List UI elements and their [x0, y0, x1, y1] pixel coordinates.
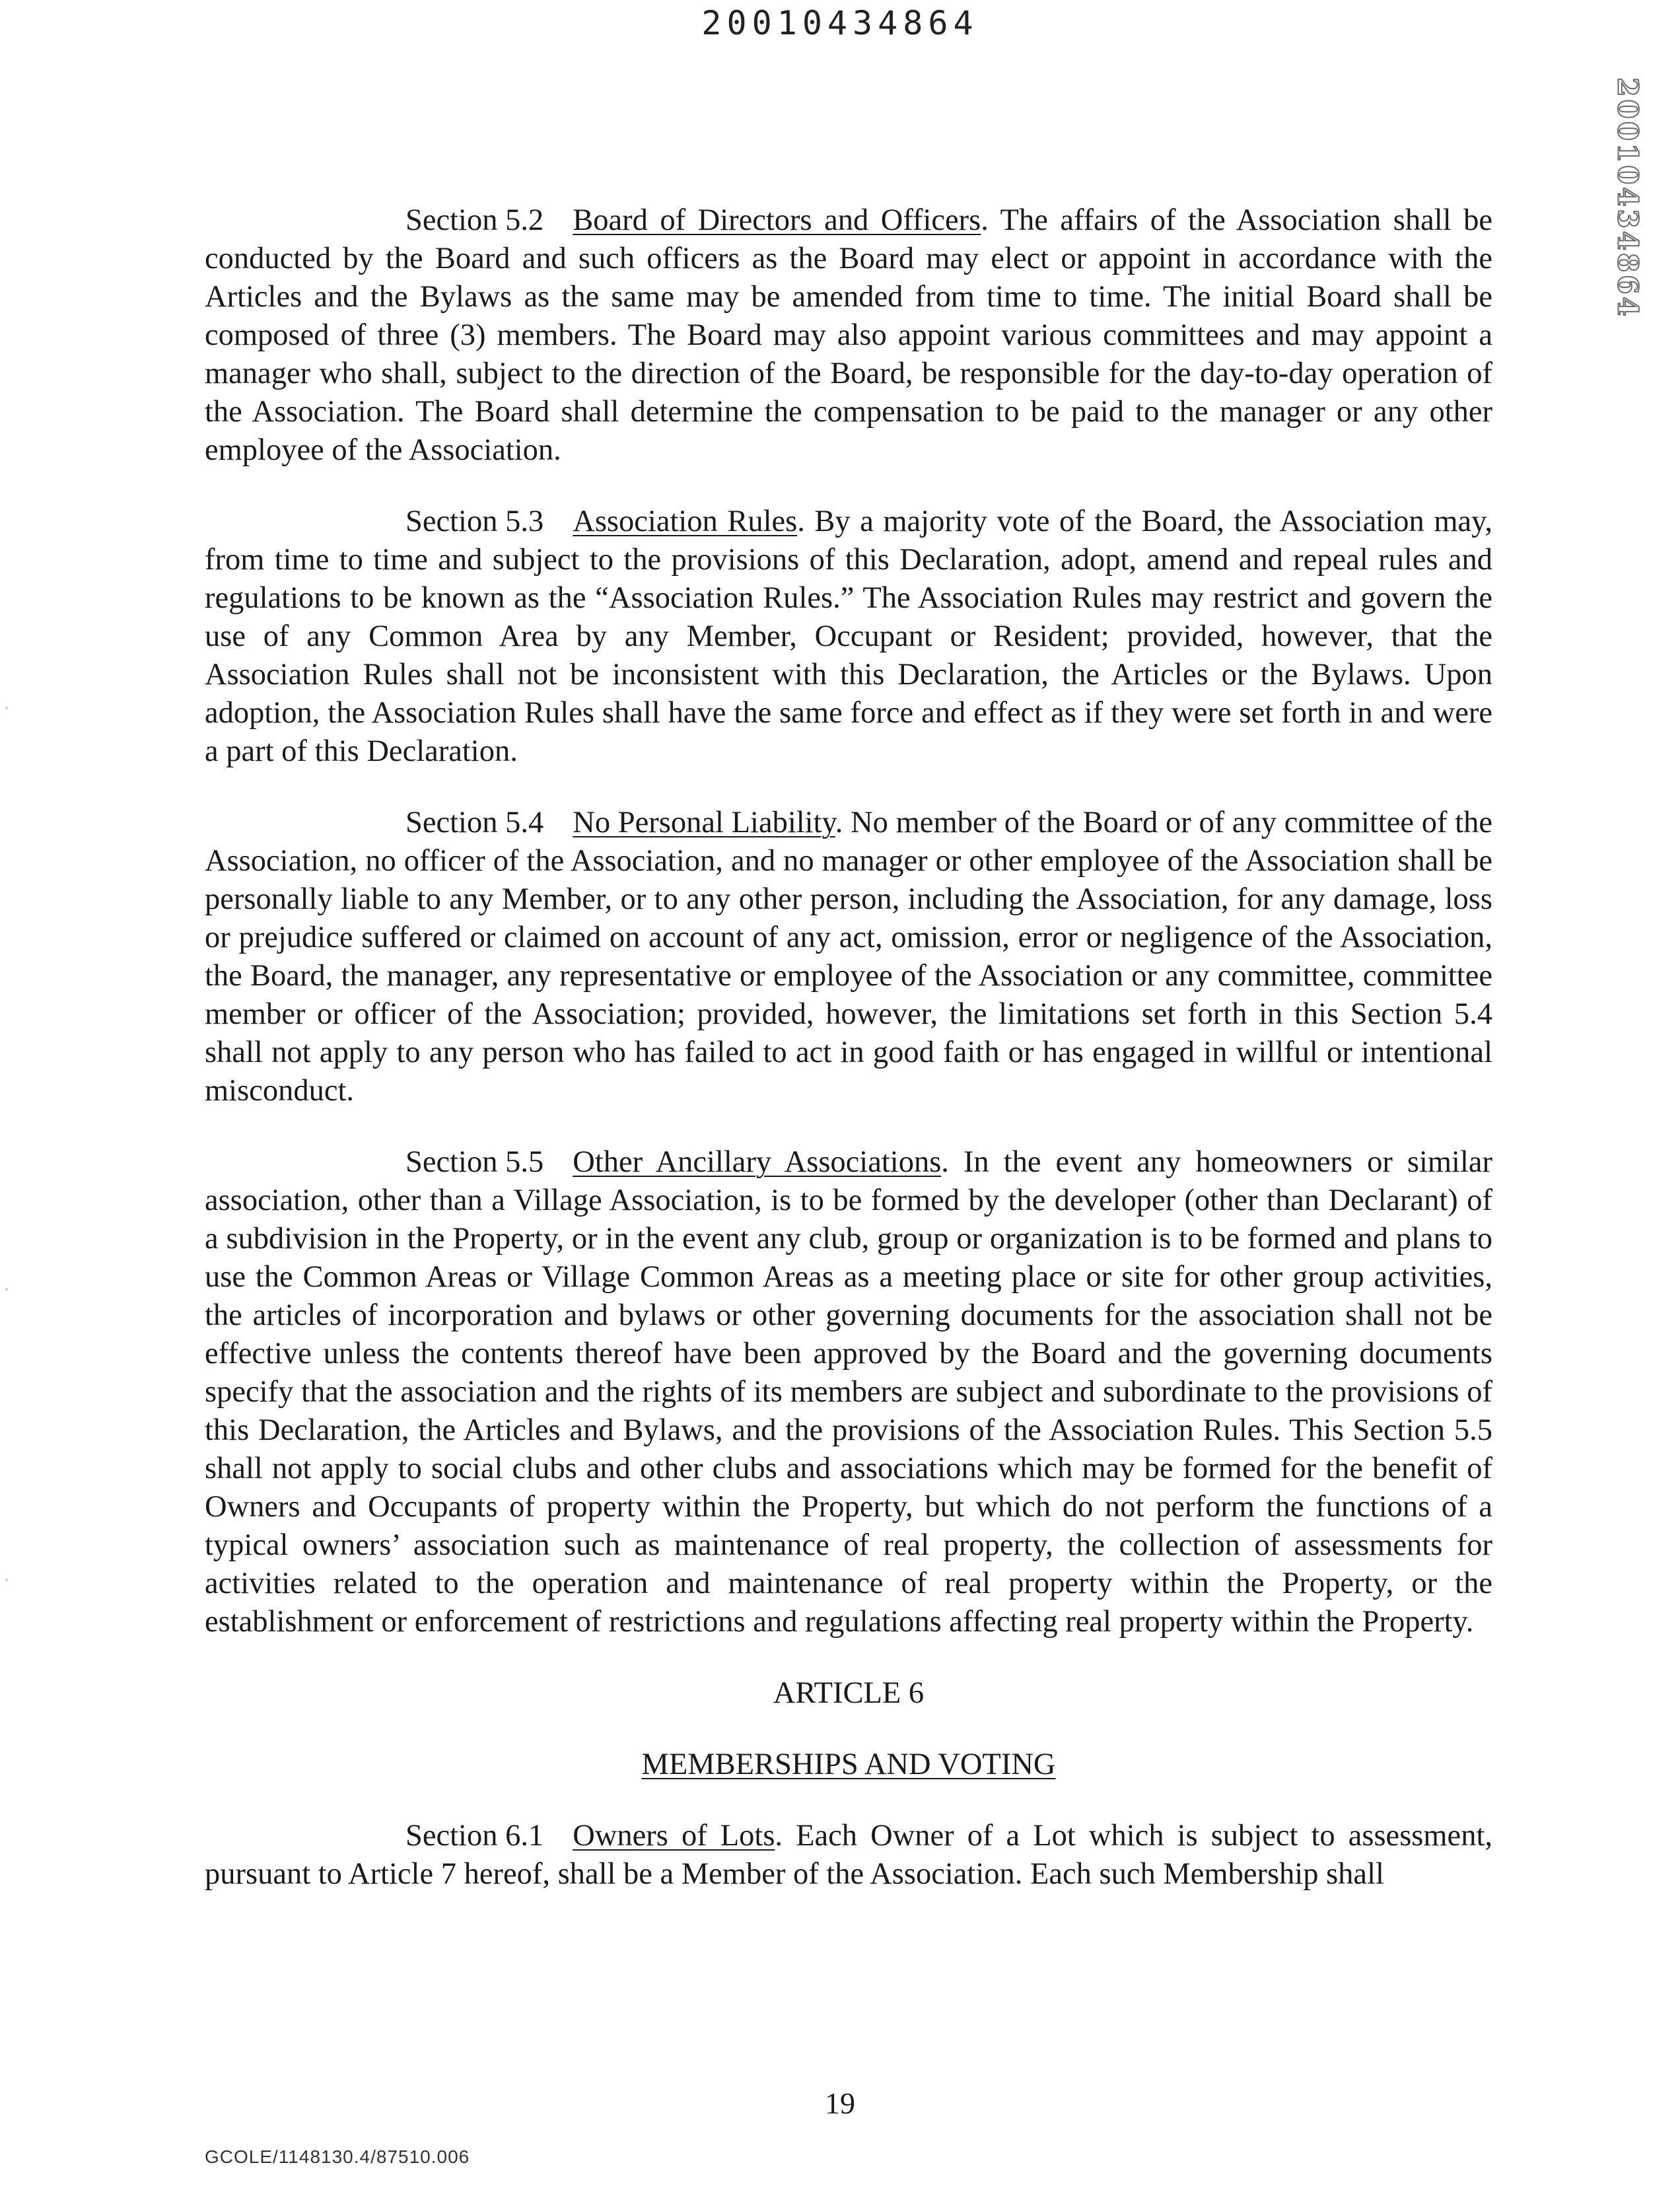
section-6-1 [205, 1817, 1492, 1894]
section-body: . Each Owner of a Lot which is subject to assessment, pursuant to Article 7 hereof, shall be a Member of the Association. Each such Membership shall [205, 1819, 1492, 1891]
section-5-3 [205, 503, 1492, 771]
section-body: . In the event any homeowners or similar association, other than a Village Association, is to be formed by the developer (other than Declarant) of a subdivision in the Property, or in the event any club, group or organization is to be formed and plans to use the Common Areas or Village Common Areas as a meeting place or site for other group activities, the articles of incorporation and bylaws or other governing documents for the association shall not be effective unless the contents thereof have been approved by the Board and the governing documents specify that the association and the rights of its members are subject and subordinate to the provisions of this Declaration, the Articles and Bylaws, and the provisions of the Association Rules. This Section 5.5 shall not apply to social clubs and other clubs and associations which may be formed for the benefit of Owners and Occupants of property within the Property, but which do not perform the functions of a typical owners’ association such as maintenance of real property, the collection of assessments for activities related to the operation and maintenance of real property within the Property, or the establishment or enforcement of restrictions and regulations affecting real property within the Property. [205, 1145, 1492, 1639]
section-5-2 [205, 201, 1492, 470]
section-number: Section 5.5 [405, 1145, 544, 1179]
section-number: Section 6.1 [405, 1819, 544, 1853]
side-recording-stamp [1595, 77, 1661, 319]
margin-speck [5, 1288, 8, 1291]
section-title: Association Rules [573, 505, 798, 538]
section-number: Section 5.2 [405, 203, 544, 237]
document-body [205, 201, 1492, 1927]
section-title: Owners of Lots [573, 1819, 775, 1853]
section-body: . By a majority vote of the Board, the Association may, from time to time and subject to the provisions of this Declaration, adopt, amend and repeal rules and regulations to be known as the “Association Rules.” The Association Rules may restrict and govern the use of any Common Area by any Member, Occupant or Resident; provided, however, that the Association Rules shall not be inconsistent with this Declaration, the Articles or the Bylaws. Upon adoption, the Association Rules shall have the same force and effect as if they were set forth in and were a part of this Declaration. [205, 505, 1492, 768]
section-number: Section 5.3 [405, 505, 544, 538]
section-title: Board of Directors and Officers [573, 203, 981, 237]
article-heading: ARTICLE 6 [773, 1676, 925, 1710]
section-body: . No member of the Board or of any committee of the Association, no officer of the Association, and no manager or other employee of the Association shall be personally liable to any Member, or to any other person, including the Association, for any damage, loss or prejudice suffered or claimed on account of any act, omission, error or negligence of the Association, the Board, the manager, any representative or employee of the Association or any committee, committee member or officer of the Association; provided, however, the limitations set forth in this Section 5.4 shall not apply to any person who has failed to act in good faith or has engaged in willful or intentional misconduct. [205, 806, 1492, 1108]
article-title [205, 1746, 1492, 1784]
margin-speck [5, 1578, 8, 1581]
section-5-5 [205, 1143, 1492, 1641]
document-number-header: 20010434864 [701, 4, 979, 42]
margin-speck [5, 707, 8, 709]
page-number: 19 [825, 2086, 855, 2120]
article-title-text: MEMBERSHIPS AND VOTING [641, 1748, 1056, 1781]
section-title: Other Ancillary Associations [573, 1145, 942, 1179]
side-stamp-text: 20010434864 [1611, 77, 1644, 319]
section-body: . The affairs of the Association shall be conducted by the Board and such officers as the Board may elect or appoint in accordance with the Articles and the Bylaws as the same may be amended from time to time. The initial Board shall be composed of three (3) members. The Board may also appoint various committees and may appoint a manager who shall, subject to the direction of the Board, be responsible for the day-to-day operation of the Association. The Board shall determine the compensation to be paid to the manager or any other employee of the Association. [205, 203, 1493, 467]
section-number: Section 5.4 [405, 806, 544, 839]
document-code: GCOLE/1148130.4/87510.006 [205, 2146, 470, 2167]
section-5-4 [205, 804, 1492, 1110]
section-title: No Personal Liability [573, 806, 835, 839]
